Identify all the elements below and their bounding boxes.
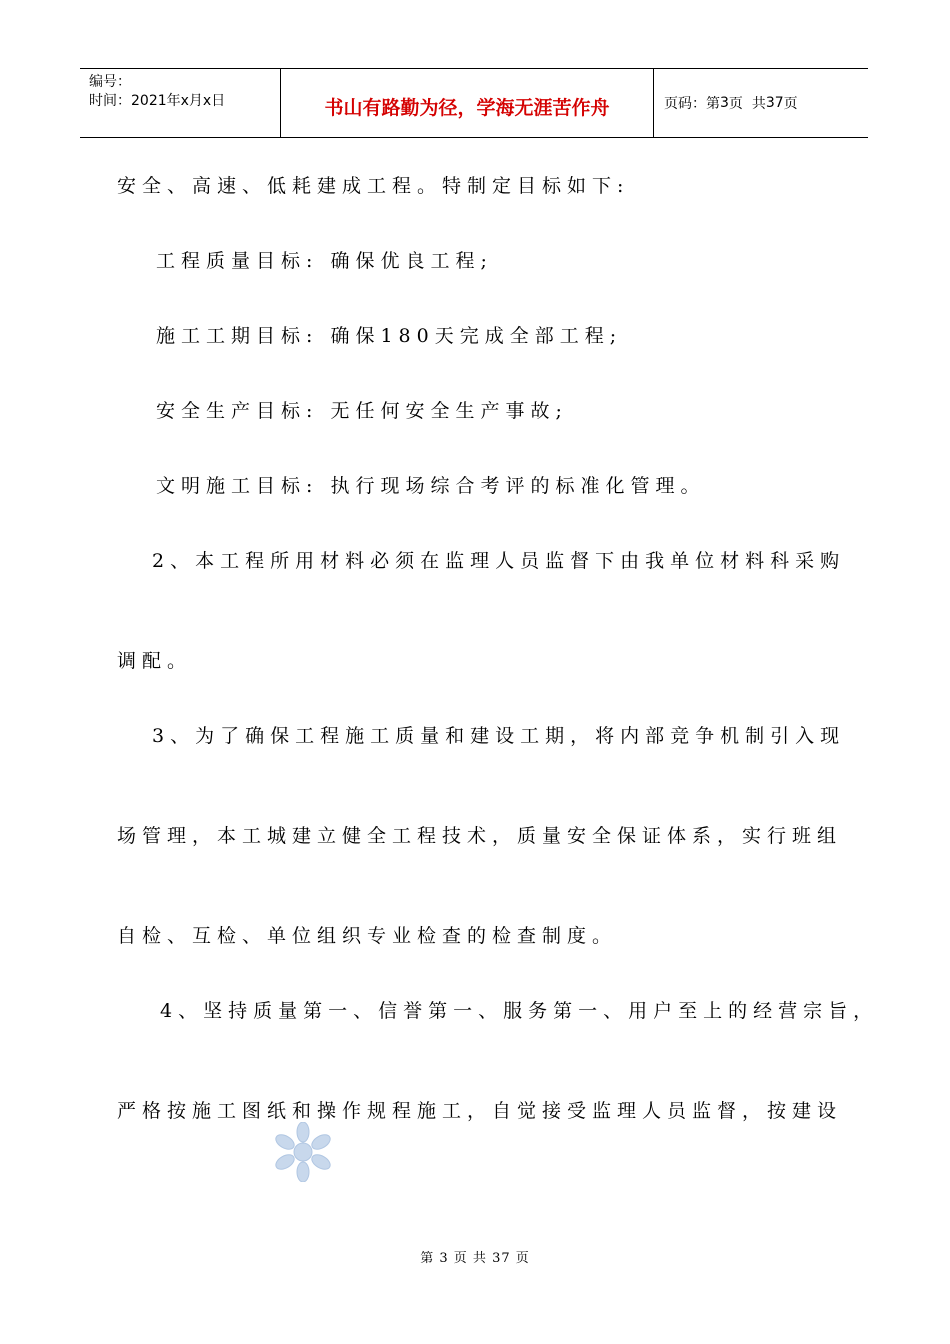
footer-page-prefix: 第	[420, 1251, 435, 1266]
body-line: 4、坚持质量第一、信誉第一、服务第一、用户至上的经营宗旨，	[160, 1000, 879, 1022]
body-line: 施工工期目标: 确保180天完成全部工程;	[156, 325, 623, 347]
body-line: 3、为了确保工程施工质量和建设工期，将内部竞争机制引入现	[152, 725, 846, 747]
header-page-prefix: 页码：第	[664, 96, 720, 112]
header-page-mid: 页 共	[728, 96, 766, 112]
document-number-label: 编号：	[89, 74, 131, 90]
body-line: 自检、互检、单位组织专业检查的检查制度。	[117, 925, 618, 947]
header-page-total: 37	[765, 95, 784, 111]
body-line: 调配。	[117, 650, 193, 672]
footer-page-current: 3	[439, 1251, 449, 1266]
footer-page-mid: 页 共	[453, 1251, 487, 1266]
header-motto: 书山有路勤为径，学海无涯苦作舟	[324, 96, 610, 119]
header-page-suffix: 页	[783, 96, 798, 112]
body-line: 严格按施工图纸和操作规程施工，自觉接受监理人员监督，按建设	[117, 1100, 843, 1122]
page-footer	[0, 1247, 950, 1266]
footer-page-suffix: 页	[515, 1251, 530, 1266]
body-line: 文明施工目标: 执行现场综合考评的标准化管理。	[156, 475, 706, 497]
footer-page-total: 37	[492, 1251, 511, 1266]
document-date: 时间：2021年x月x日	[89, 93, 226, 109]
body-line: 工程质量目标: 确保优良工程;	[156, 250, 493, 272]
header-page-current: 3	[720, 95, 729, 111]
body-line: 场管理，本工城建立健全工程技术，质量安全保证体系，实行班组	[117, 825, 843, 847]
body-line: 2、本工程所用材料必须在监理人员监督下由我单位材料科采购	[152, 550, 846, 572]
body-line: 安全生产目标: 无任何安全生产事故;	[156, 400, 568, 422]
body-line: 安全、高速、低耗建成工程。特制定目标如下:	[117, 175, 630, 197]
snowflake-watermark-icon	[268, 1122, 338, 1182]
